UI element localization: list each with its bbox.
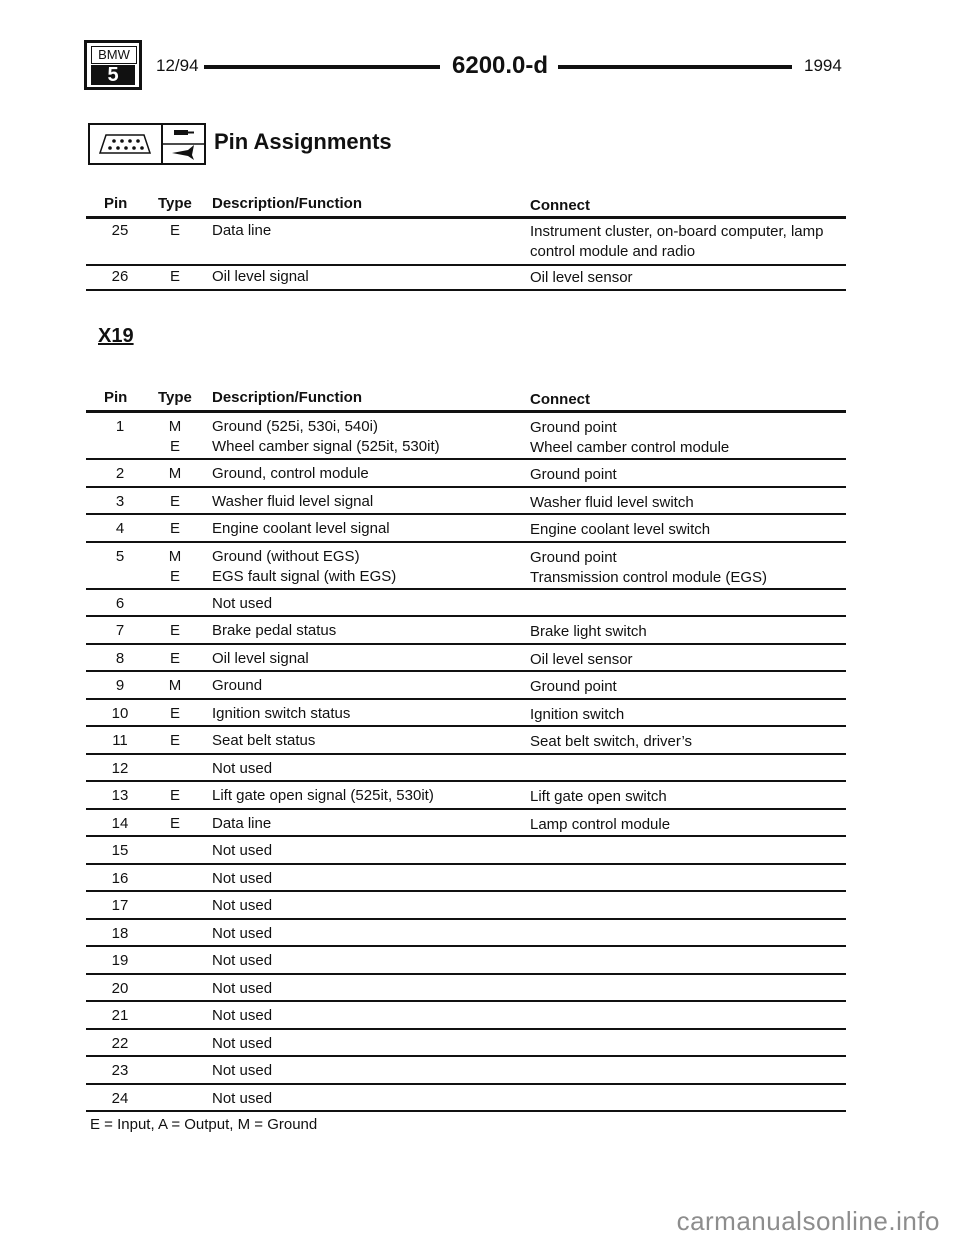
row-rule xyxy=(86,725,846,727)
table-row-connect: Washer fluid level switch xyxy=(530,493,694,511)
table-row-type: E xyxy=(169,268,180,285)
table-row-pin: 25 xyxy=(111,222,129,239)
table-row-pin: 19 xyxy=(111,952,129,969)
table-row-pin: 23 xyxy=(111,1062,129,1079)
table-row-description: Not used xyxy=(212,869,273,887)
table-row-description: Not used xyxy=(212,759,273,777)
table-row-pin: 11 xyxy=(112,732,128,749)
table-row-connect: Ground point xyxy=(530,548,617,566)
table-row-type: E xyxy=(169,787,180,804)
table-row-pin: 8 xyxy=(115,649,125,667)
table-row-connect: Seat belt switch, driver’s xyxy=(530,733,693,750)
table-row-type: E xyxy=(169,438,180,455)
row-rule xyxy=(86,588,846,590)
table-row-pin: 2 xyxy=(115,465,125,482)
header-rule-right xyxy=(558,65,792,69)
table-row-pin: 21 xyxy=(111,1007,129,1024)
row-rule xyxy=(86,1083,846,1085)
table-row-description: Not used xyxy=(212,1062,273,1079)
row-rule xyxy=(86,835,846,837)
table-row-description: Washer fluid level signal xyxy=(212,492,374,510)
table-row-description: Data line xyxy=(212,222,272,239)
table-row-description: Ground, control module xyxy=(212,465,369,482)
table-row-description: Ground (525i, 530i, 540i) xyxy=(212,418,378,435)
row-rule xyxy=(86,458,846,460)
table-row-pin: 6 xyxy=(115,594,125,612)
bmw-5-series-logo xyxy=(84,40,142,90)
table-row-description: Not used xyxy=(212,897,273,914)
table2-header-rule xyxy=(86,410,846,413)
table-row-pin: 7 xyxy=(115,622,125,639)
table-row-type: E xyxy=(169,622,180,639)
table-row-description: Ground xyxy=(212,677,263,694)
row-rule xyxy=(86,918,846,920)
row-rule xyxy=(86,1110,846,1112)
table-row-type: M xyxy=(168,547,182,565)
row-rule xyxy=(86,615,846,617)
table-row-pin: 20 xyxy=(111,979,129,997)
table-row-type: M xyxy=(168,418,182,435)
header-date: 12/94 xyxy=(156,56,199,75)
table-row-description: Lift gate open signal (525it, 530it) xyxy=(212,787,434,804)
table-row-pin: 15 xyxy=(111,842,129,859)
row-rule xyxy=(86,1000,846,1002)
table-row-type: E xyxy=(169,492,180,510)
table-row-connect: Ground point xyxy=(530,678,617,695)
table-row-pin: 13 xyxy=(111,787,129,804)
table-row-description: Seat belt status xyxy=(212,732,316,749)
row-rule xyxy=(86,670,846,672)
table-row-description: Not used xyxy=(212,842,273,859)
table-row-description: Ignition switch status xyxy=(212,704,351,722)
table-row-description: Brake pedal status xyxy=(212,622,337,639)
connector-pin-icon xyxy=(88,123,206,165)
table-row-connect: Oil level sensor xyxy=(530,269,633,286)
table-row-pin: 24 xyxy=(111,1089,129,1107)
logo-top-text: BMW xyxy=(91,46,137,64)
row-rule xyxy=(86,698,846,700)
row-rule xyxy=(86,780,846,782)
table-row-connect: Ground point xyxy=(530,419,617,436)
table-row-description: Not used xyxy=(212,952,273,969)
table-row-type: E xyxy=(169,567,180,585)
row-rule xyxy=(86,264,846,266)
row-rule xyxy=(86,289,846,291)
table-row-connect: Brake light switch xyxy=(530,623,647,640)
row-rule xyxy=(86,541,846,543)
row-rule xyxy=(86,1055,846,1057)
table1-header-type: Type xyxy=(158,195,192,212)
table-row-connect: Transmission control module (EGS) xyxy=(530,568,768,586)
table-row-connect: Ignition switch xyxy=(530,705,625,723)
table-row-description: Wheel camber signal (525it, 530it) xyxy=(212,438,440,455)
table-row-description: Oil level signal xyxy=(212,268,309,285)
table-row-description: Not used xyxy=(212,1089,273,1107)
table-row-type: E xyxy=(169,520,180,537)
row-rule xyxy=(86,973,846,975)
header-year: 1994 xyxy=(804,56,842,75)
row-rule xyxy=(86,890,846,892)
table1-header-pin: Pin xyxy=(104,195,128,212)
table-row-pin: 9 xyxy=(115,677,125,694)
table-row-description: Data line xyxy=(212,814,272,832)
table-row-type: M xyxy=(168,465,182,482)
table-row-connect: Engine coolant level switch xyxy=(530,521,711,538)
table-row-pin: 1 xyxy=(115,418,125,435)
watermark: carmanualsonline.info xyxy=(676,1206,940,1236)
table-row-connect: Instrument cluster, on-board computer, lamp xyxy=(530,223,824,240)
table-row-description: Not used xyxy=(212,594,273,612)
table-row-description: Not used xyxy=(212,1007,273,1024)
table1-header-description: Description/Function xyxy=(212,195,362,212)
connector-label-x19: X19 xyxy=(98,325,134,347)
table-row-description: Not used xyxy=(212,979,273,997)
table2-header-pin: Pin xyxy=(104,389,128,406)
table-row-pin: 12 xyxy=(111,759,129,777)
table-row-type: E xyxy=(169,732,180,749)
table2-header-type: Type xyxy=(158,389,192,406)
table-row-pin: 18 xyxy=(111,924,129,942)
table-row-description: Engine coolant level signal xyxy=(212,520,390,537)
table-row-description: Not used xyxy=(212,924,273,942)
table-row-connect: Lift gate open switch xyxy=(530,788,667,805)
row-rule xyxy=(86,1028,846,1030)
table2-header-description: Description/Function xyxy=(212,389,362,406)
table-row-pin: 22 xyxy=(111,1034,129,1052)
row-rule xyxy=(86,863,846,865)
table-row-type: E xyxy=(169,222,180,239)
table-row-pin: 4 xyxy=(115,520,125,537)
table-row-type: E xyxy=(169,704,180,722)
table-row-description: Not used xyxy=(212,1034,273,1052)
table-row-pin: 14 xyxy=(111,814,129,832)
table1-header-connect: Connect xyxy=(530,197,590,214)
table-row-connect: Oil level sensor xyxy=(530,650,633,668)
table-row-pin: 3 xyxy=(115,492,125,510)
row-rule xyxy=(86,486,846,488)
table-row-description: Oil level signal xyxy=(212,649,309,667)
table2-header-connect: Connect xyxy=(530,391,590,408)
row-rule xyxy=(86,753,846,755)
table-row-connect: Ground point xyxy=(530,466,617,483)
table-row-description: Ground (without EGS) xyxy=(212,547,360,565)
row-rule xyxy=(86,945,846,947)
table-row-description: EGS fault signal (with EGS) xyxy=(212,567,397,585)
table-row-type: E xyxy=(169,649,180,667)
table-row-pin: 16 xyxy=(111,869,129,887)
header-rule-left xyxy=(204,65,440,69)
row-rule xyxy=(86,808,846,810)
section-title: Pin Assignments xyxy=(214,129,392,154)
table-row-type: E xyxy=(169,814,180,832)
table-row-pin: 26 xyxy=(111,268,129,285)
row-rule xyxy=(86,513,846,515)
document-code: 6200.0-d xyxy=(452,52,549,79)
row-rule xyxy=(86,643,846,645)
logo-bottom-text: 5 xyxy=(91,65,135,85)
table-row-pin: 5 xyxy=(115,547,125,565)
table-row-connect: Wheel camber control module xyxy=(530,439,730,456)
table-row-type: M xyxy=(168,677,182,694)
table-row-pin: 17 xyxy=(111,897,129,914)
table-row-connect: Lamp control module xyxy=(530,815,671,833)
table1-header-rule xyxy=(86,216,846,219)
table-row-connect-cont: control module and radio xyxy=(530,243,696,260)
table-row-pin: 10 xyxy=(111,704,129,722)
legend-footnote: E = Input, A = Output, M = Ground xyxy=(90,1116,318,1133)
